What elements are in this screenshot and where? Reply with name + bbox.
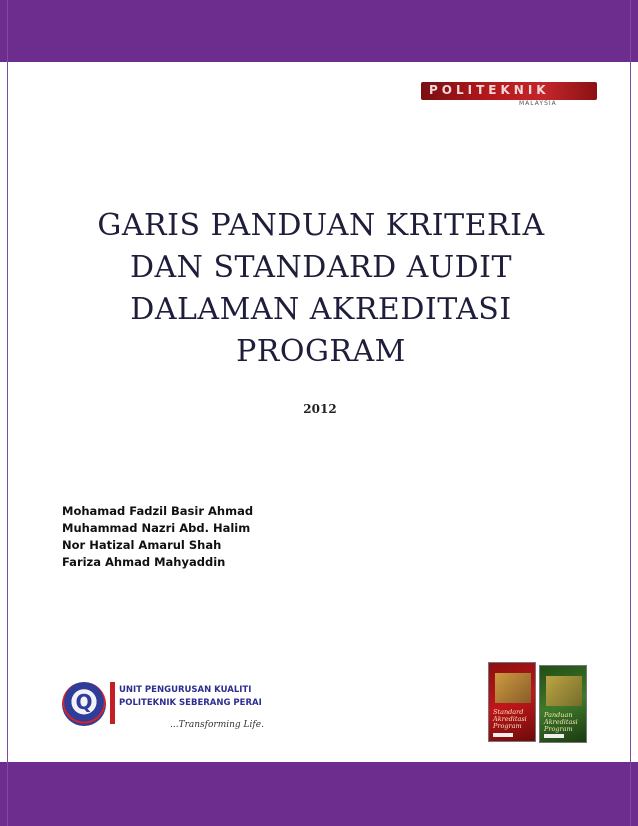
left-border-line [7,0,8,826]
title-line-4: PROGRAM [236,334,406,369]
upk-tagline: ...Transforming Life. [170,720,264,730]
bottom-purple-band [0,762,638,826]
title-line-2: DAN STANDARD AUDIT [129,250,513,285]
upk-line-2: POLITEKNIK SEBERANG PERAI [119,698,262,708]
author-name: Mohamad Fadzil Basir Ahmad [62,504,254,518]
author-name: Nor Hatizal Amarul Shah [62,538,222,552]
book-cover-art [495,673,531,703]
author-list [62,503,253,571]
book-cover-image [539,665,587,743]
author-name: Muhammad Nazri Abd. Halim [62,521,251,535]
title-line-1: GARIS PANDUAN KRITERIA [97,208,545,243]
author-name: Fariza Ahmad Mahyaddin [62,555,226,569]
upk-logo [62,672,262,742]
upk-text [119,684,262,710]
top-purple-band [0,0,638,62]
politeknik-logo-word: POLITEKNIK [429,83,550,97]
upk-divider [110,682,115,724]
upk-line-1: UNIT PENGURUSAN KUALITI [119,685,252,695]
book-cover-art [546,676,582,706]
book-title: Standard Akreditasi Program [493,708,527,730]
politeknik-logo-sub: MALAYSIA [519,100,557,107]
title-line-3: DALAMAN AKREDITASI [130,292,512,327]
right-border-line [630,0,631,826]
book-publisher-mark [493,733,513,737]
document-title [80,205,562,373]
politeknik-logo [421,78,597,108]
book-title: Panduan Akreditasi Program [544,711,578,733]
document-year: 2012 [303,402,337,416]
book-publisher-mark [544,734,564,738]
book-cover-image [488,662,536,742]
upk-emblem-icon: Q [62,682,106,726]
